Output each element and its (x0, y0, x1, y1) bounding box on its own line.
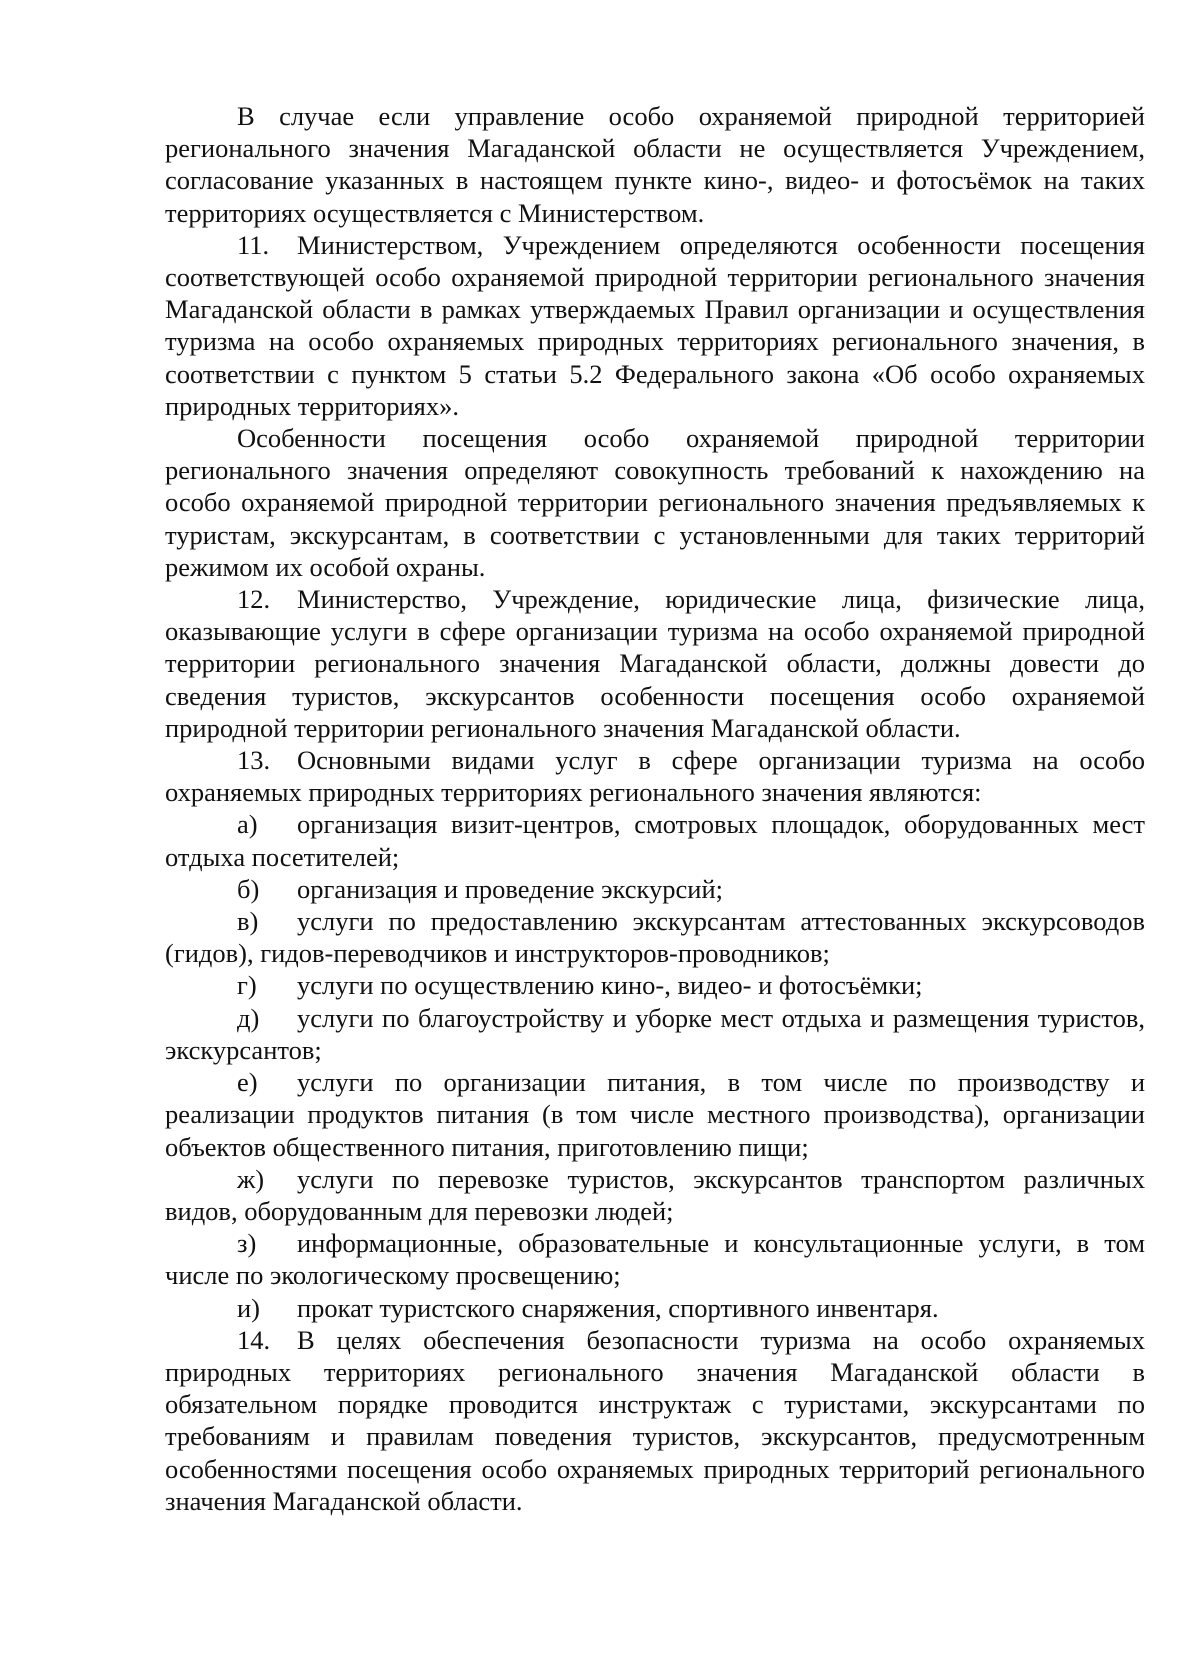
paragraph-intro (165, 100, 1145, 229)
paragraph-12 (165, 583, 1145, 744)
paragraph-text: услуги по организации питания, в том числе по производству и реализации продуктов питания (в том числе местного производства), организации объектов общественного питания, приготовлению пищи; (165, 1067, 1145, 1162)
item-letter: в) (237, 906, 259, 937)
paragraph-text: услуги по предоставлению экскурсантам аттестованных экскурсоводов (гидов), гидов-переводчиков и инструкторов-проводников; (165, 906, 1145, 969)
item-letter: з) (237, 1228, 257, 1259)
paragraph-text: прокат туристского снаряжения, спортивного инвентаря. (297, 1292, 939, 1323)
paragraph-text: В случае если управление особо охраняемой природной территорией регионального значения Магаданской области не осуществляется Учреждением, согласование указанных в настоящем пункте кино-, видео- и фотосъёмок на таких территориях осуществляется с Министерством. (165, 101, 1145, 228)
list-item-a (165, 808, 1145, 872)
list-item-g (165, 969, 1145, 1001)
item-letter: а) (237, 809, 258, 840)
paragraph-text: Министерством, Учреждением определяются особенности посещения соответствующей особо охраняемой природной территории регионального значения Магаданской области в рамках утверждаемых Правил организации и осуществления туризма на особо охраняемых природных территориях регионального значения, в соответствии с пунктом 5 статьи 5.2 Федерального закона «Об особо охраняемых природных территориях». (165, 229, 1145, 421)
document-page (165, 100, 1145, 1517)
paragraph-text: организация визит-центров, смотровых площадок, оборудованных мест отдыха посетителей; (165, 809, 1145, 872)
item-number: 13. (237, 745, 271, 776)
paragraph-11-continued (165, 422, 1145, 583)
paragraph-text: услуги по осуществлению кино-, видео- и фотосъёмки; (297, 970, 923, 1001)
item-number: 11. (237, 229, 270, 260)
list-item-v (165, 905, 1145, 969)
paragraph-text: информационные, образовательные и консультационные услуги, в том числе по экологическому просвещению; (165, 1228, 1145, 1291)
item-letter: г) (237, 970, 257, 1001)
paragraph-14 (165, 1324, 1145, 1517)
list-item-d (165, 1002, 1145, 1066)
paragraph-text: услуги по перевозке туристов, экскурсантов транспортом различных видов, оборудованным для перевозки людей; (165, 1163, 1145, 1226)
paragraph-11 (165, 229, 1145, 422)
paragraph-text: Основными видами услуг в сфере организации туризма на особо охраняемых природных территориях регионального значения являются: (165, 745, 1145, 808)
item-letter: б) (237, 873, 260, 904)
item-number: 14. (237, 1324, 271, 1355)
item-letter: и) (237, 1292, 261, 1323)
paragraph-text: Особенности посещения особо охраняемой природной территории регионального значения определяют совокупность требований к нахождению на особо охраняемой природной территории регионального значения предъявляемых к туристам, экскурсантам, в соответствии с установленными для таких территорий режимом их особой охраны. (165, 423, 1145, 582)
paragraph-text: организация и проведение экскурсий; (297, 873, 723, 904)
paragraph-text: В целях обеспечения безопасности туризма на особо охраняемых природных территориях регионального значения Магаданской области в обязательном порядке проводится инструктаж с туристами, экскурсантами по требованиям и правилам поведения туристов, экскурсантов, предусмотренным особенностями посещения особо охраняемых природных территорий регионального значения Магаданской области. (165, 1324, 1145, 1516)
paragraph-text: услуги по благоустройству и уборке мест отдыха и размещения туристов, экскурсантов; (165, 1002, 1145, 1065)
item-number: 12. (237, 584, 271, 615)
item-letter: ж) (237, 1163, 265, 1194)
list-item-b (165, 873, 1145, 905)
paragraph-13 (165, 744, 1145, 808)
item-letter: д) (237, 1002, 260, 1033)
list-item-e (165, 1066, 1145, 1163)
item-letter: е) (237, 1067, 258, 1098)
list-item-i (165, 1292, 1145, 1324)
paragraph-text: Министерство, Учреждение, юридические лица, физические лица, оказывающие услуги в сфере организации туризма на особо охраняемой природной территории регионального значения Магаданской области, должны довести до сведения туристов, экскурсантов особенности посещения особо охраняемой природной территории регионального значения Магаданской области. (165, 584, 1145, 743)
list-item-z (165, 1227, 1145, 1291)
list-item-zh (165, 1163, 1145, 1227)
